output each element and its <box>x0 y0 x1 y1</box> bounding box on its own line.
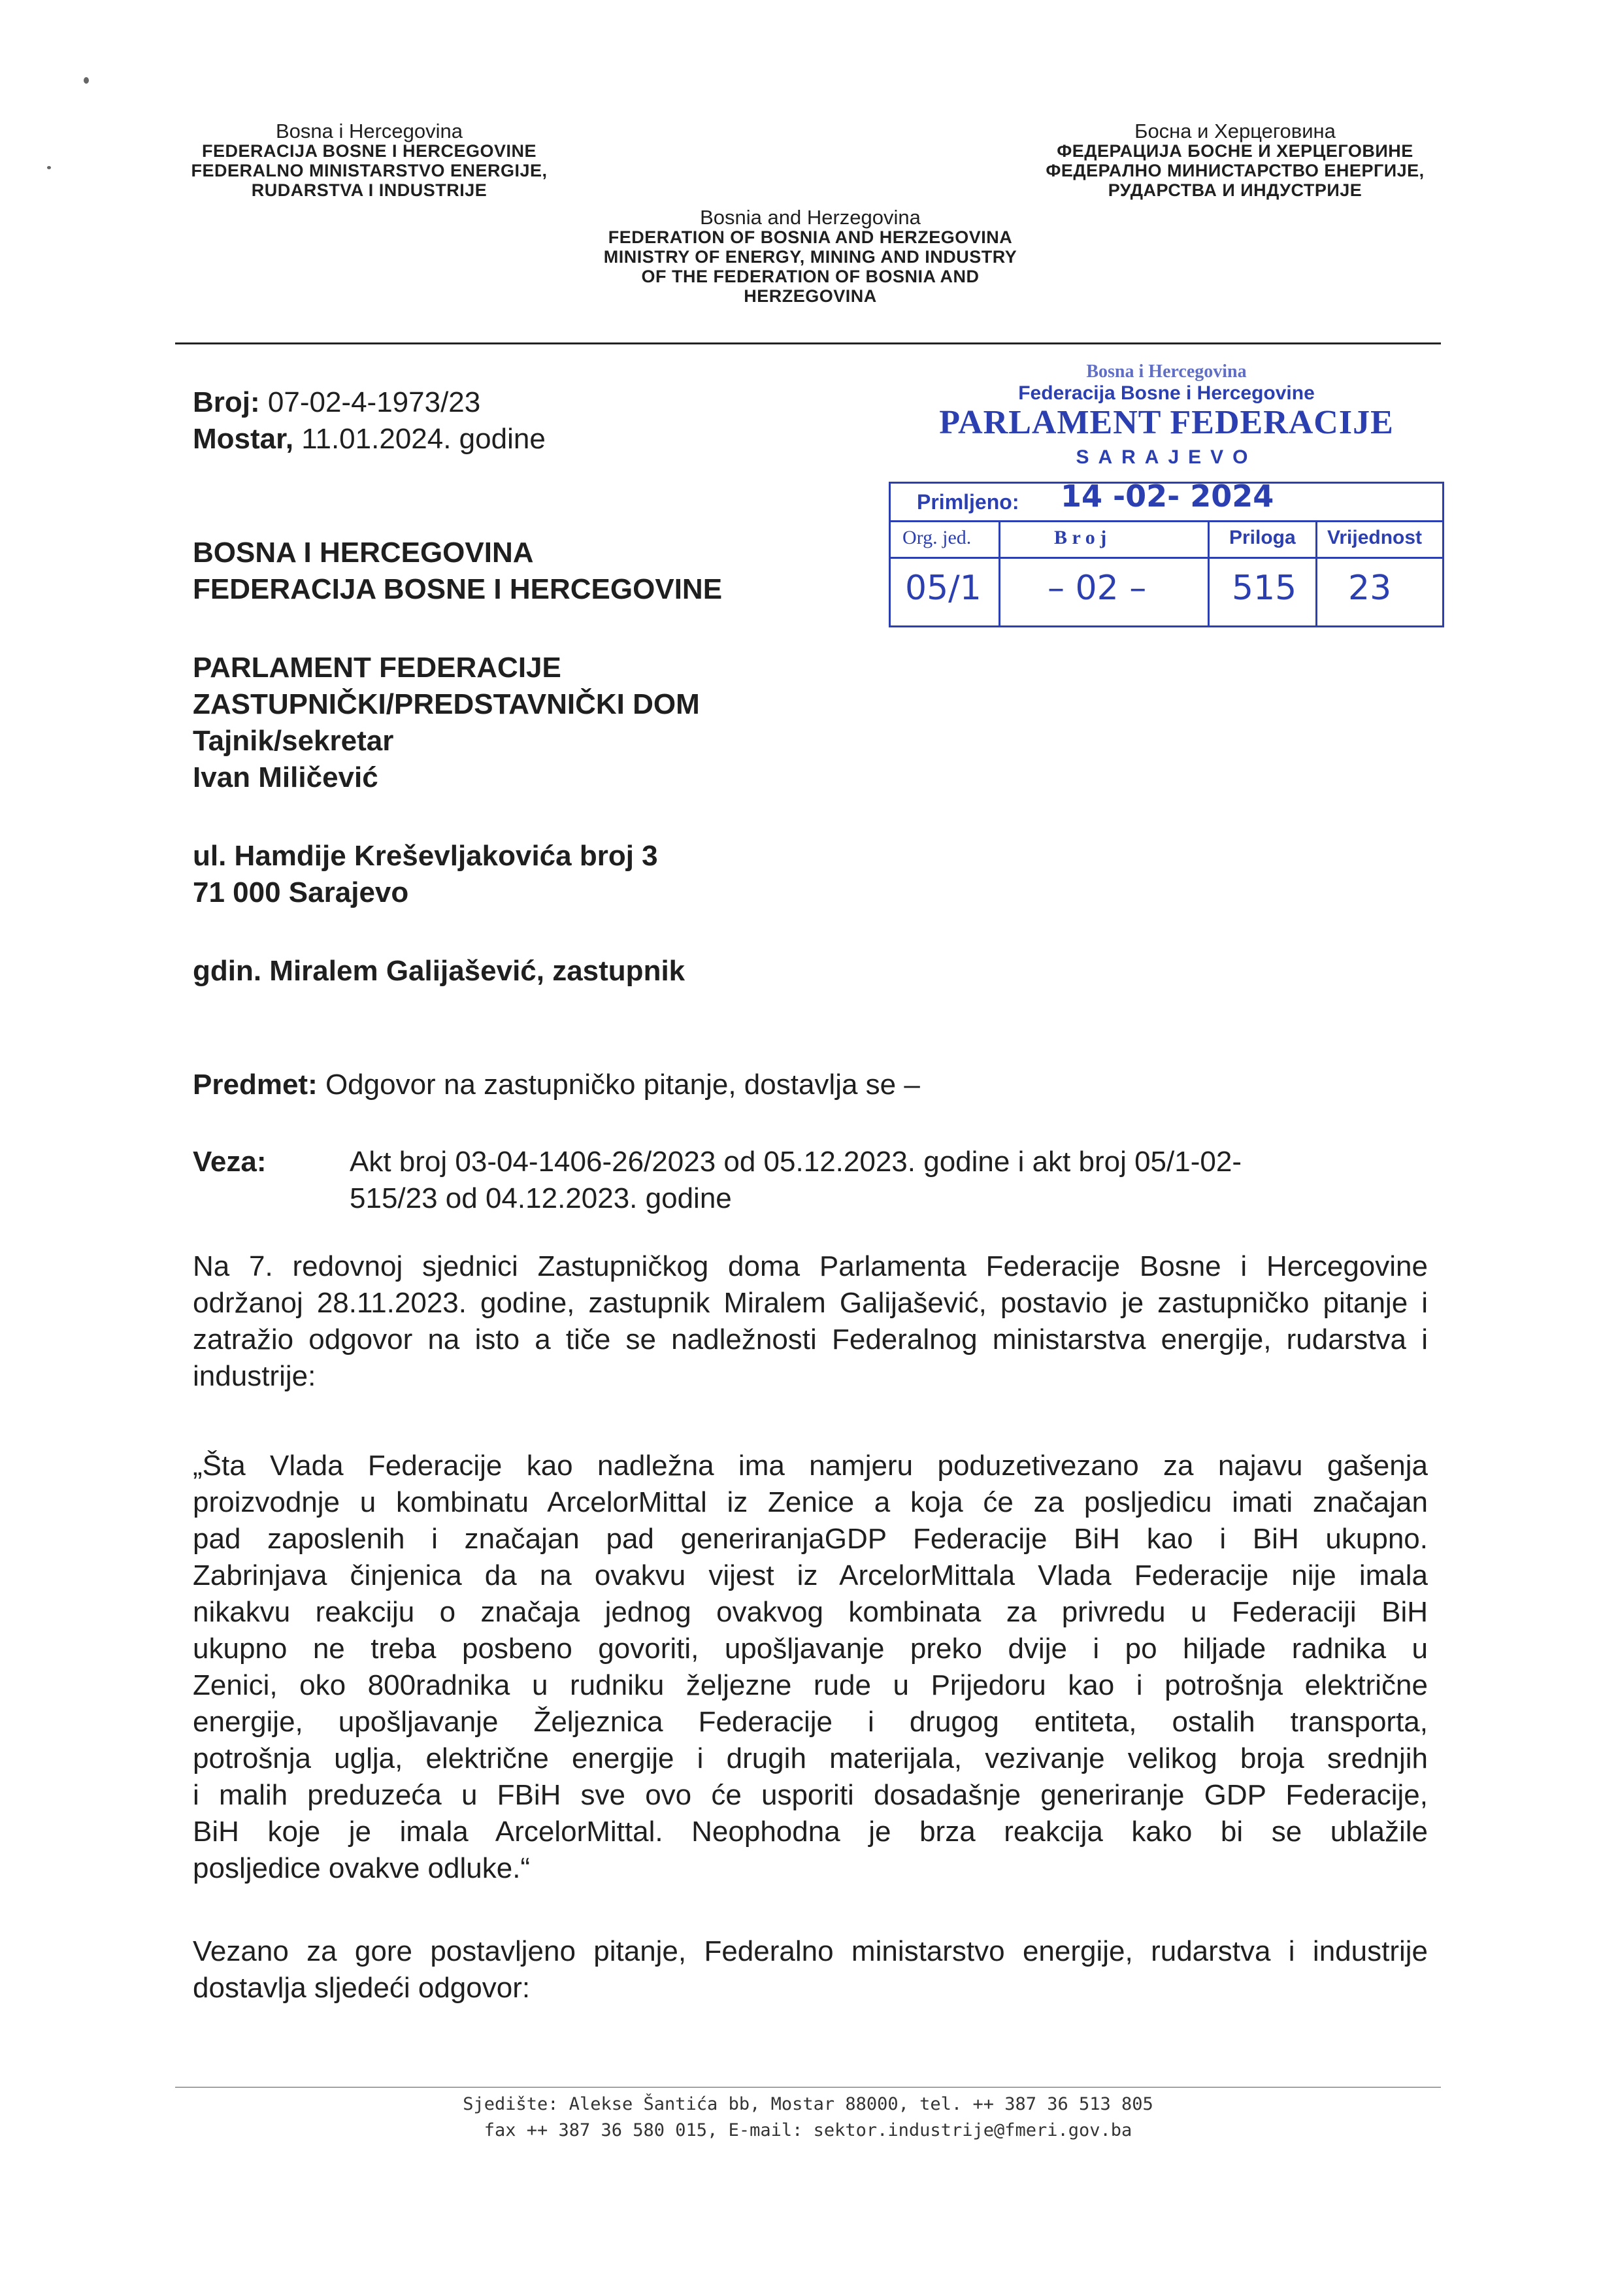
stamp-col-org: Org. jed. <box>902 527 972 548</box>
recipient-line6: Ivan Miličević <box>193 761 378 793</box>
stamp-divider <box>1208 520 1210 627</box>
stamp-divider <box>999 520 1000 627</box>
quote-line: Zenici, oko 800radnika u rudniku željezne rude u Prijedoru kao i potrošnja električne <box>193 1669 1428 1701</box>
recipient-line5: Tajnik/sekretar <box>193 725 394 757</box>
stamp-line4: SARAJEVO <box>1076 446 1257 468</box>
quote-line: BiH koje je imala ArcelorMittal. Neophodna je brza reakcija kako bi se ublažile <box>193 1816 1428 1848</box>
stamp-col-vrijednost: Vrijednost <box>1327 527 1423 548</box>
footer-contact: fax ++ 387 36 580 015, E-mail: sektor.industrije@fmeri.gov.ba <box>484 2120 1132 2140</box>
quote-line: proizvodnje u kombinatu ArcelorMittal iz Zenice a koja će za posljedicu imati značajan <box>193 1486 1428 1518</box>
stamp-val-priloga: 515 <box>1232 569 1297 608</box>
quote-line: energije, upošljavanje Željeznica Federacije i drugog entiteta, ostalih transporta, <box>193 1706 1428 1738</box>
letterhead-right-line2: ФЕДЕРАЛНО МИНИСТАРСТВО ЕНЕРГИЈЕ, <box>1046 161 1425 180</box>
letterhead-center-country: Bosnia and Herzegovina <box>700 206 921 229</box>
scan-mark <box>47 166 51 169</box>
quote-line: pad zaposlenih i značajan pad generiranjaGDP Federacije BiH kao i BiH ukupno. <box>193 1523 1428 1555</box>
recipient-line3: PARLAMENT FEDERACIJE <box>193 652 561 684</box>
link-text <box>350 1144 1447 1217</box>
letterhead-center-line2: MINISTRY OF ENERGY, MINING AND INDUSTRY <box>603 247 1017 267</box>
quote-line: posljedice ovakve odluke.“ <box>193 1852 531 1884</box>
body-paragraph-2-text: Vezano za gore postavljeno pitanje, Federalno ministarstvo energije, rudarstva i industrije dostavlja sljedeći odgovor: <box>193 1935 1428 2004</box>
stamp-col-broj: B r o j <box>1054 527 1107 548</box>
quoted-question <box>193 1448 1428 1887</box>
stamp-table <box>889 478 1444 627</box>
scan-mark <box>84 77 89 84</box>
letterhead-right <box>1006 122 1464 200</box>
link-line1: Akt broj 03-04-1406-26/2023 od 05.12.2023. godine i akt broj 05/1-02- <box>350 1146 1242 1178</box>
stamp-col-priloga: Priloga <box>1229 527 1296 548</box>
letterhead-center <box>562 208 1059 306</box>
quote-line: i malih preduzeća u FBiH sve ovo će usporiti dosadašnje generiranje GDP Federacije, <box>193 1779 1428 1811</box>
letterhead-divider <box>175 342 1441 344</box>
stamp-received-row <box>891 478 1442 522</box>
stamp-line2: Federacija Bosne i Hercegovine <box>1018 382 1315 404</box>
letterhead-left-line1: FEDERACIJA BOSNE I HERCEGOVINE <box>201 141 537 161</box>
footer-divider <box>175 2087 1441 2088</box>
recipient-block <box>193 535 912 990</box>
quote-line: ukupno ne treba posbeno govoriti, upošljavanje preko dvije i po hiljade radnika u <box>193 1633 1428 1665</box>
stamp-val-broj: – 02 – <box>1048 569 1147 608</box>
letterhead-left-line2: FEDERALNO MINISTARSTVO ENERGIJE, <box>191 161 548 180</box>
body-paragraph-2 <box>193 1933 1428 2006</box>
reference-block <box>193 384 716 458</box>
stamp-received-label: Primljeno: <box>917 490 1019 514</box>
reference-number-row <box>193 384 716 421</box>
subject-text: Odgovor na zastupničko pitanje, dostavlja se – <box>325 1069 920 1101</box>
quote-line: potrošnja uglja, električne energije i drugih materijala, vezivanje velikog broja srednjih <box>193 1742 1428 1774</box>
body-paragraph-1 <box>193 1248 1428 1395</box>
recipient-line9: gdin. Miralem Galijašević, zastupnik <box>193 955 685 987</box>
stamp-line1: Bosna i Hercegovina <box>1086 361 1247 382</box>
recipient-line8: 71 000 Sarajevo <box>193 876 409 908</box>
quote-line: nikakvu reakciju o značaja jednog ovakvog kombinata za privredu u Federaciji BiH <box>193 1596 1428 1628</box>
recipient-line1: BOSNA I HERCEGOVINA <box>193 537 534 569</box>
letterhead-center-line4: HERZEGOVINA <box>744 286 877 306</box>
link-line2: 515/23 od 04.12.2023. godine <box>350 1182 732 1214</box>
letterhead-right-line3: РУДАРСТВА И ИНДУСТРИЈЕ <box>1108 180 1362 200</box>
reference-number-value: 07-02-4-1973/23 <box>267 386 481 418</box>
quote-line: „Šta Vlada Federacije kao nadležna ima namjeru poduzetivezano za najavu gašenja <box>193 1450 1428 1482</box>
stamp-header-row <box>891 520 1442 559</box>
stamp-divider <box>1315 520 1317 627</box>
stamp-line3: PARLAMENT FEDERACIJE <box>939 404 1394 441</box>
subject-label: Predmet: <box>193 1069 318 1101</box>
subject-row <box>193 1067 1434 1103</box>
body-paragraph-1-text: Na 7. redovnoj sjednici Zastupničkog doma Parlamenta Federacije Bosne i Hercegovine održanoj 28.11.2023. godine, zastupnik Miralem Galijašević, postavio je zastupničko pitanje i zatražio odgovor na isto a tiče se nadležnosti Federalnog ministarstva energije, rudarstva i industrije: <box>193 1250 1428 1392</box>
reference-date-row <box>193 421 716 458</box>
reference-date-value: 11.01.2024. godine <box>301 423 546 455</box>
letterhead-left-country: Bosna i Hercegovina <box>275 120 463 142</box>
quote-line: Zabrinjava činjenica da na ovakvu vijest iz ArcelorMittala Vlada Federacije nije imala <box>193 1559 1428 1591</box>
letterhead-center-line1: FEDERATION OF BOSNIA AND HERZEGOVINA <box>608 227 1013 247</box>
link-label: Veza: <box>193 1146 267 1178</box>
footer-address: Sjedište: Alekse Šantića bb, Mostar 88000, tel. ++ 387 36 513 805 <box>463 2094 1153 2114</box>
reference-place-label: Mostar, <box>193 423 294 455</box>
letterhead-right-country: Босна и Херцеговина <box>1134 120 1336 142</box>
recipient-line7: ul. Hamdije Kreševljakovića broj 3 <box>193 840 658 872</box>
recipient-line2: FEDERACIJA BOSNE I HERCEGOVINE <box>193 573 723 605</box>
reference-number-label: Broj: <box>193 386 260 418</box>
recipient-line4: ZASTUPNIČKI/PREDSTAVNIČKI DOM <box>193 688 700 720</box>
stamp-val-vrijednost: 23 <box>1348 569 1392 608</box>
letterhead-left <box>150 122 588 200</box>
letterhead-left-line3: RUDARSTVA I INDUSTRIJE <box>251 180 487 200</box>
stamp-val-org: 05/1 <box>905 569 982 608</box>
footer <box>175 2091 1441 2144</box>
letterhead-center-line3: OF THE FEDERATION OF BOSNIA AND <box>641 267 980 286</box>
letterhead-right-line1: ФЕДЕРАЦИЈА БОСНЕ И ХЕРЦЕГОВИНЕ <box>1057 141 1413 161</box>
stamp-received-date: 14 -02- 2024 <box>1061 478 1274 514</box>
